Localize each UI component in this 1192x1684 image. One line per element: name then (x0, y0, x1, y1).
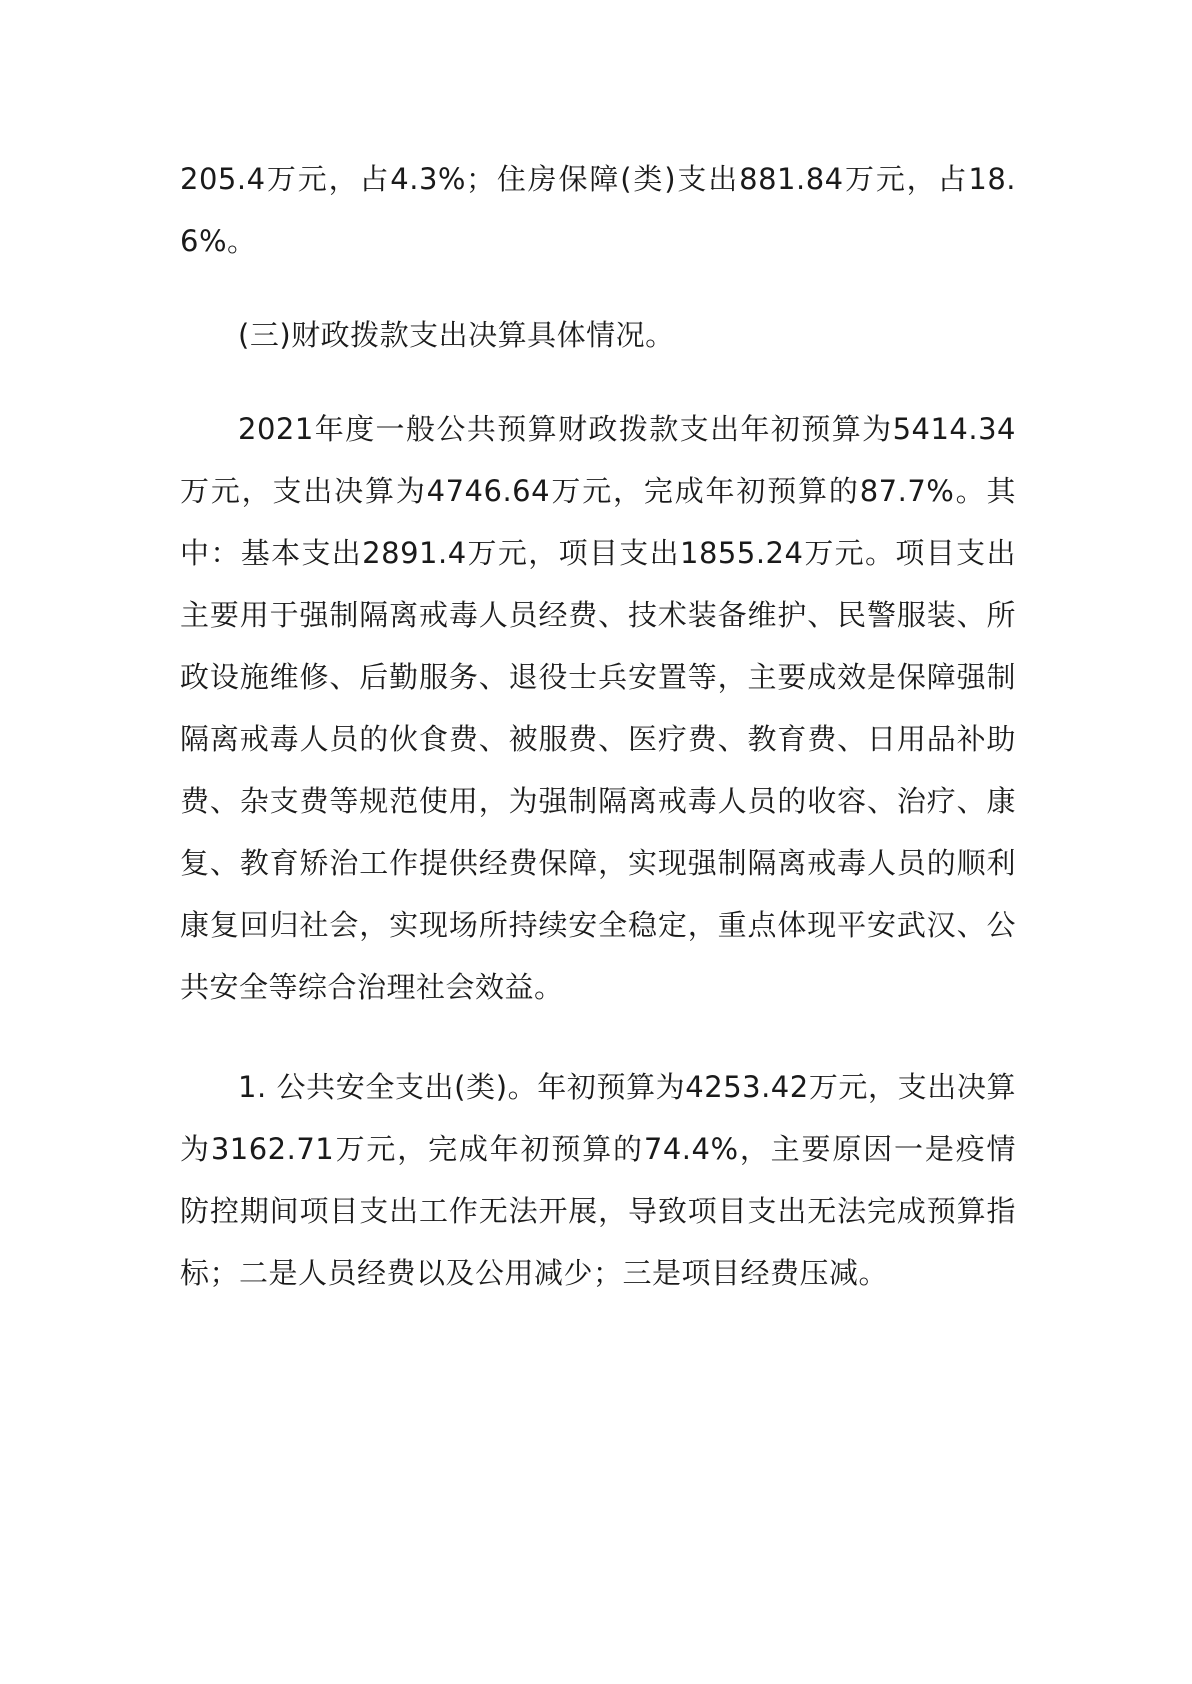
paragraph-public-security-expenditure: 1. 公共安全支出(类)。年初预算为4253.42万元，支出决算为3162.71万元，完成年初预算的74.4%，主要原因一是疫情防控期间项目支出工作无法开展，导致项目支出无法完成预算指标；二是人员经费以及公用减少；三是项目经费压减。 (180, 1070, 1016, 1290)
paragraph-expenditure-continuation: 205.4万元，占4.3%；住房保障(类)支出881.84万元，占18.6%。 (180, 162, 1016, 258)
document-body (180, 148, 1016, 1304)
paragraph-general-budget-summary: 2021年度一般公共预算财政拨款支出年初预算为5414.34万元，支出决算为4746.64万元，完成年初预算的87.7%。其中：基本支出2891.4万元，项目支出1855.24万元。项目支出主要用于强制隔离戒毒人员经费、技术装备维护、民警服装、所政设施维修、后勤服务、退役士兵安置等，主要成效是保障强制隔离戒毒人员的伙食费、被服费、医疗费、教育费、日用品补助费、杂支费等规范使用，为强制隔离戒毒人员的收容、治疗、康复、教育矫治工作提供经费保障，实现强制隔离戒毒人员的顺利康复回归社会，实现场所持续安全稳定，重点体现平安武汉、公共安全等综合治理社会效益。 (180, 412, 1016, 1004)
section-heading-fiscal-appropriation-details: (三)财政拨款支出决算具体情况。 (238, 318, 675, 352)
